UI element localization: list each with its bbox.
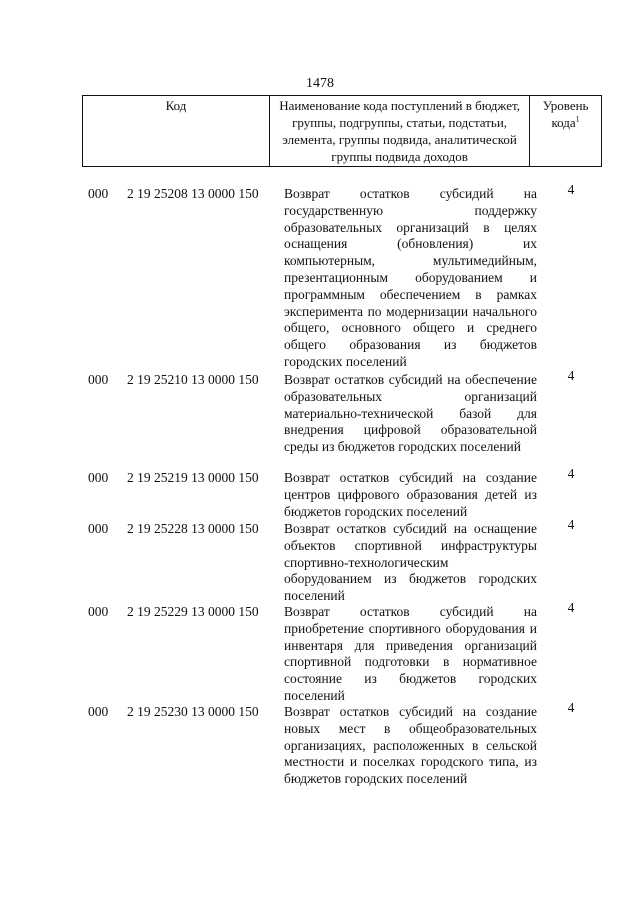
code-level: 4 [567, 517, 575, 532]
code-level: 4 [567, 368, 575, 383]
revenue-name: Возврат остатков субсидий на оснащение объектов спортивной инфраструктуры спортивно-технологическим оборудованием из бюджетов городских поселений [284, 521, 537, 604]
revenue-code: 2 19 25228 13 0000 150 [127, 521, 259, 536]
header-code [83, 96, 270, 167]
header-level-label: Уровень кода [542, 98, 589, 130]
revenue-code: 2 19 25230 13 0000 150 [127, 704, 259, 719]
admin-code: 000 [88, 470, 109, 485]
code-level: 4 [567, 466, 575, 481]
revenue-code: 2 19 25219 13 0000 150 [127, 470, 259, 485]
code-level: 4 [567, 600, 575, 615]
code-level: 4 [567, 700, 575, 715]
table-header [82, 95, 602, 167]
code-level: 4 [567, 182, 575, 197]
header-code-label: Код [165, 98, 187, 113]
revenue-name: Возврат остатков субсидий на приобретение спортивного оборудования и инвентаря для приведения организаций спортивной подготовки в нормативное состояние из бюджетов городских поселений [284, 604, 537, 703]
header-level [530, 96, 602, 167]
header-name-label: Наименование кода поступлений в бюджет, группы, подгруппы, статьи, подстатьи, элемента, группы подвида, аналитической группы подвида доходов [279, 98, 520, 164]
revenue-name: Возврат остатков субсидий на обеспечение образовательных организаций материально-технической базой для внедрения цифровой образовательной среды из бюджетов городских поселений [284, 372, 537, 455]
revenue-name: Возврат остатков субсидий на создание центров цифрового образования детей из бюджетов городских поселений [284, 470, 537, 519]
revenue-name: Возврат остатков субсидий на создание новых мест в общеобразовательных организациях, расположенных в сельской местности и поселках городского типа, из бюджетов городских поселений [284, 704, 537, 787]
header-name [269, 96, 529, 167]
admin-code: 000 [88, 521, 109, 536]
admin-code: 000 [88, 372, 109, 387]
admin-code: 000 [88, 704, 109, 719]
admin-code: 000 [88, 604, 109, 619]
page-number: 1478 [306, 76, 334, 91]
revenue-code: 2 19 25210 13 0000 150 [127, 372, 259, 387]
admin-code: 000 [88, 186, 109, 201]
revenue-code: 2 19 25229 13 0000 150 [127, 604, 259, 619]
footnote-marker: 1 [575, 114, 580, 124]
revenue-name: Возврат остатков субсидий на государственную поддержку образовательных организаций в целях оснащения (обновления) их компьютерным, мультимедийным, презентационным оборудованием и программным обеспечением в рамках эксперимента по модернизации начального общего, основного общего и среднего общего образования из бюджетов городских поселений [284, 186, 537, 369]
revenue-code: 2 19 25208 13 0000 150 [127, 186, 259, 201]
